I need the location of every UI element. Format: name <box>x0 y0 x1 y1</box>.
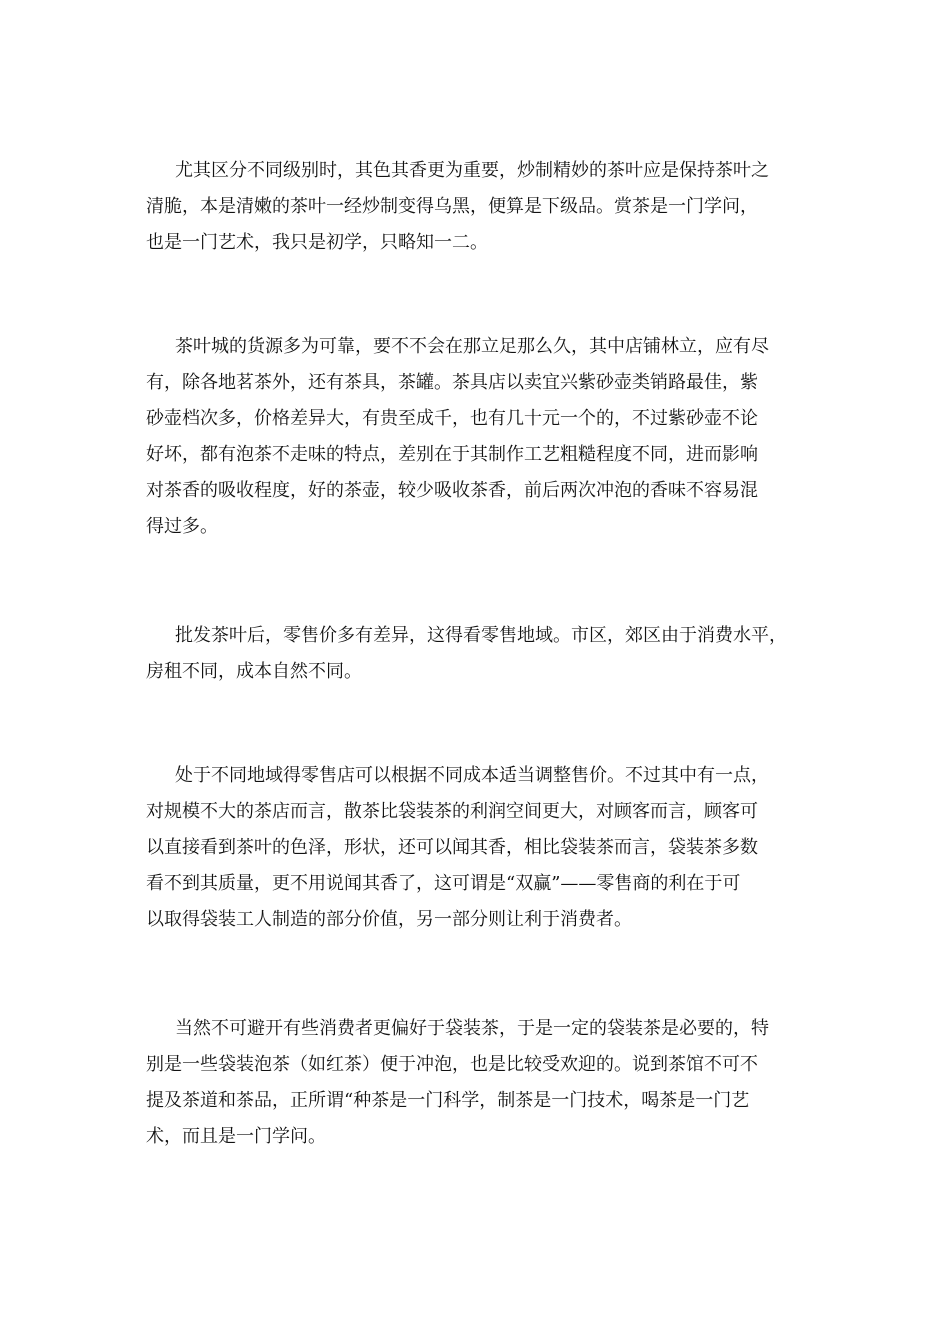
paragraph-1 <box>146 153 826 261</box>
text-line: 好坏，都有泡茶不走味的特点，差别在于其制作工艺粗糙程度不同，进而影响 <box>146 444 758 465</box>
text-line: 清脆，本是清嫩的茶叶一经炒制变得乌黑，便算是下级品。赏茶是一门学问， <box>146 196 758 217</box>
text-line: 批发茶叶后，零售价多有差异，这得看零售地域。市区，郊区由于消费水平， <box>175 625 787 646</box>
text-line: 以取得袋装工人制造的部分价值，另一部分则让利于消费者。 <box>146 909 632 930</box>
text-line: 提及茶道和茶品，正所谓“种茶是一门科学，制茶是一门技术，喝茶是一门艺 <box>146 1090 750 1111</box>
text-line: 当然不可避开有些消费者更偏好于袋装茶，于是一定的袋装茶是必要的，特 <box>175 1018 769 1039</box>
text-line: 茶叶城的货源多为可靠，要不不会在那立足那么久，其中店铺林立，应有尽 <box>175 336 769 357</box>
text-line: 看不到其质量，更不用说闻其香了，这可谓是“双赢”——零售商的利在于可 <box>146 873 741 894</box>
text-line: 处于不同地域得零售店可以根据不同成本适当调整售价。不过其中有一点， <box>175 765 769 786</box>
paragraph-5 <box>146 1011 826 1155</box>
text-line: 以直接看到茶叶的色泽，形状，还可以闻其香，相比袋装茶而言，袋装茶多数 <box>146 837 758 858</box>
text-line: 有，除各地茗茶外，还有茶具，茶罐。茶具店以卖宜兴紫砂壶类销路最佳，紫 <box>146 372 758 393</box>
text-line: 术，而且是一门学问。 <box>146 1126 326 1147</box>
text-line: 也是一门艺术，我只是初学，只略知一二。 <box>146 232 488 253</box>
text-line: 得过多。 <box>146 516 218 537</box>
text-line: 对茶香的吸收程度，好的茶壶，较少吸收茶香，前后两次冲泡的香味不容易混 <box>146 480 758 501</box>
text-line: 砂壶档次多，价格差异大，有贵至成千，也有几十元一个的，不过紫砂壶不论 <box>146 408 758 429</box>
text-line: 别是一些袋装泡茶（如红茶）便于冲泡，也是比较受欢迎的。说到茶馆不可不 <box>146 1054 758 1075</box>
paragraph-4 <box>146 758 826 938</box>
text-line: 房租不同，成本自然不同。 <box>146 661 362 682</box>
paragraph-2 <box>146 329 826 545</box>
text-line: 尤其区分不同级别时，其色其香更为重要，炒制精妙的茶叶应是保持茶叶之 <box>175 160 769 181</box>
paragraph-3 <box>146 618 826 690</box>
text-line: 对规模不大的茶店而言，散茶比袋装茶的利润空间更大，对顾客而言，顾客可 <box>146 801 758 822</box>
